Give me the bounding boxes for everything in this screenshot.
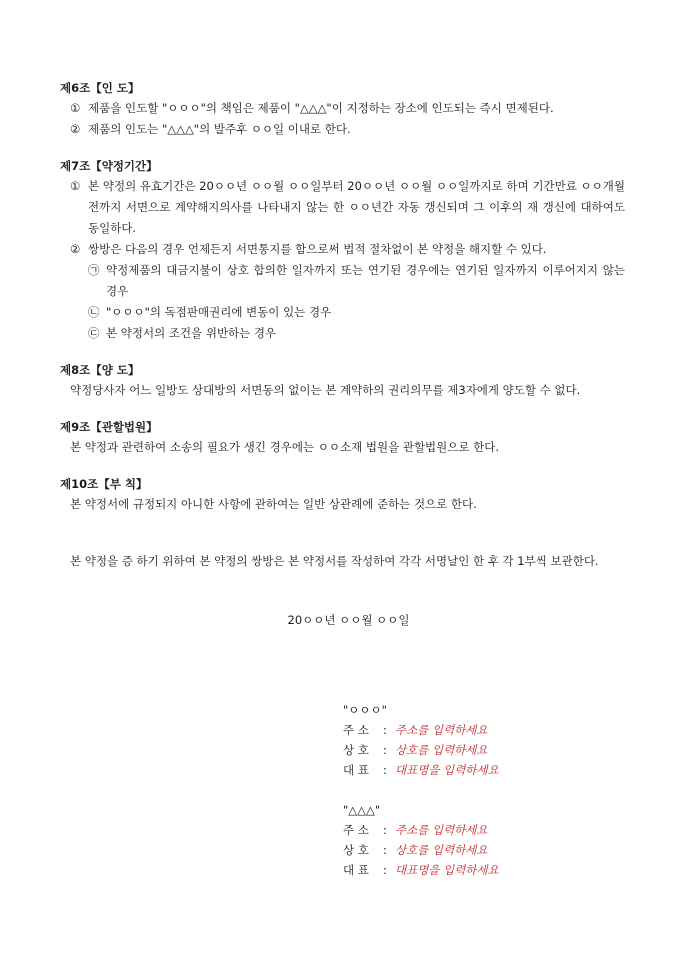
- article-6: [60, 78, 625, 140]
- party-b-address-row: [343, 820, 643, 840]
- subitem-marker: ㉠: [88, 263, 100, 277]
- article-7-subitem-1: [60, 260, 625, 302]
- article-6-item-2: [60, 119, 625, 140]
- party-a-address-row: [343, 720, 643, 740]
- article-6-item-1: [60, 98, 625, 119]
- address-label: 주 소: [343, 723, 369, 737]
- article-8: [60, 360, 625, 401]
- colon: :: [383, 863, 387, 877]
- colon: :: [383, 843, 387, 857]
- party-a-company-row: [343, 740, 643, 760]
- item-number: ②: [70, 242, 81, 256]
- item-text: 쌍방은 다음의 경우 언제든지 서면통지를 함으로써 법적 절차없이 본 약정을 해지할 수 있다.: [88, 242, 547, 256]
- article-10: [60, 474, 625, 515]
- article-8-title: 제8조【양 도】: [60, 363, 140, 377]
- party-b-company-field[interactable]: 상호를 입력하세요: [395, 843, 488, 857]
- party-a-rep-row: [343, 760, 643, 780]
- article-10-text: 본 약정서에 규정되지 아니한 사항에 관하여는 일반 상관례에 준하는 것으로 한다.: [70, 497, 477, 511]
- document-body: [60, 78, 625, 631]
- subitem-text: "ㅇㅇㅇ"의 독점판매권리에 변동이 있는 경우: [106, 305, 332, 319]
- item-number: ①: [70, 101, 81, 115]
- closing-statement: 본 약정을 증 하기 위하여 본 약정의 쌍방은 본 약정서를 작성하여 각각 서명날인 한 후 각 1부씩 보관한다.: [70, 554, 599, 568]
- item-number: ②: [70, 122, 81, 136]
- signature-block-party-a: [343, 700, 643, 780]
- representative-label: 대 표: [343, 763, 369, 777]
- article-9: [60, 417, 625, 458]
- party-a-name: "ㅇㅇㅇ": [343, 703, 387, 717]
- article-7: [60, 156, 625, 344]
- article-7-title: 제7조【약정기간】: [60, 159, 158, 173]
- party-b-address-field[interactable]: 주소를 입력하세요: [395, 823, 488, 837]
- article-7-subitem-2: [60, 302, 625, 323]
- party-a-representative-field[interactable]: 대표명을 입력하세요: [395, 763, 499, 777]
- contract-date: 20ㅇㅇ년 ㅇㅇ월 ㅇㅇ일: [287, 613, 410, 627]
- item-text: 제품의 인도는 "△△△"의 발주후 ㅇㅇ일 이내로 한다.: [88, 122, 351, 136]
- representative-label: 대 표: [343, 863, 369, 877]
- colon: :: [383, 743, 387, 757]
- subitem-marker: ㉢: [88, 326, 100, 340]
- party-b-name: "△△△": [343, 803, 381, 817]
- article-7-item-2: [60, 239, 625, 260]
- signature-block-party-b: [343, 800, 643, 880]
- article-8-text: 약정당사자 어느 일방도 상대방의 서면동의 없이는 본 계약하의 권리의무를 제3자에게 양도할 수 없다.: [70, 383, 581, 397]
- article-9-text: 본 약정과 관련하여 소송의 필요가 생긴 경우에는 ㅇㅇ소재 법원을 관할법원으로 한다.: [70, 440, 500, 454]
- colon: :: [383, 823, 387, 837]
- colon: :: [383, 763, 387, 777]
- address-label: 주 소: [343, 823, 369, 837]
- party-b-company-row: [343, 840, 643, 860]
- party-b-rep-row: [343, 860, 643, 880]
- party-b-representative-field[interactable]: 대표명을 입력하세요: [395, 863, 499, 877]
- company-label: 상 호: [343, 743, 369, 757]
- article-7-item-1: [60, 176, 625, 239]
- subitem-marker: ㉡: [88, 305, 100, 319]
- article-9-title: 제9조【관할법원】: [60, 420, 158, 434]
- article-7-subitem-3: [60, 323, 625, 344]
- item-number: ①: [70, 179, 81, 193]
- party-a-address-field[interactable]: 주소를 입력하세요: [395, 723, 488, 737]
- party-a-company-field[interactable]: 상호를 입력하세요: [395, 743, 488, 757]
- item-text: 본 약정의 유효기간은 20ㅇㅇ년 ㅇㅇ월 ㅇㅇ일부터 20ㅇㅇ년 ㅇㅇ월 ㅇㅇ일까지로 하며 기간만료 ㅇㅇ개월 전까지 서면으로 계약해지의사를 나타내지 않는 한 ㅇㅇ년간 자동 갱신되며 그 이후의 재 갱신에 대하여도 동일하다.: [88, 179, 625, 235]
- subitem-text: 약정제품의 대금지불이 상호 합의한 일자까지 또는 연기된 경우에는 연기된 일자까지 이루어지지 않는 경우: [106, 263, 625, 298]
- item-text: 제품을 인도할 "ㅇㅇㅇ"의 책임은 제품이 "△△△"이 지정하는 장소에 인도되는 즉시 면제된다.: [88, 101, 554, 115]
- article-6-title: 제6조【인 도】: [60, 81, 140, 95]
- company-label: 상 호: [343, 843, 369, 857]
- colon: :: [383, 723, 387, 737]
- subitem-text: 본 약정서의 조건을 위반하는 경우: [106, 326, 277, 340]
- article-10-title: 제10조【부 칙】: [60, 477, 148, 491]
